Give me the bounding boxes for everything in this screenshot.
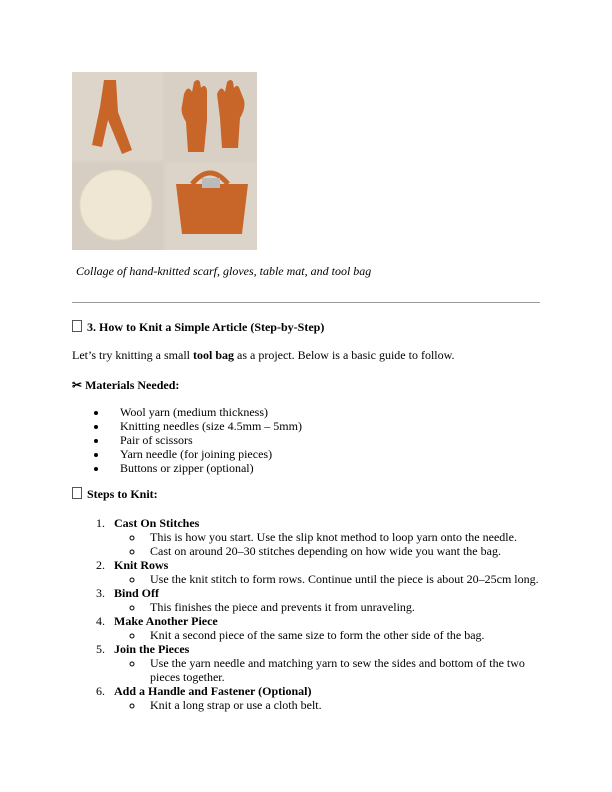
list-item: • Yarn needle (for joining pieces) [108,447,302,461]
scissors-icon: ✂ [72,378,83,392]
section-heading [72,320,324,335]
step-title: Bind Off [114,586,160,600]
step-title: Knit Rows [114,558,169,572]
section-heading-text: 3. How to Knit a Simple Article (Step-by-Step) [87,320,325,334]
intro-text-end: as a project. Below is a basic guide to follow. [234,348,455,362]
step-detail: ◦ This is how you start. Use the slip knot method to loop yarn onto the needle. [144,530,578,544]
list-item: • Knitting needles (size 4.5mm – 5mm) [108,419,302,433]
step-item [108,558,578,586]
step-title: Make Another Piece [114,614,218,628]
knitting-collage-image [72,72,257,250]
step-detail: ◦ Knit a second piece of the same size to form the other side of the bag. [144,628,578,642]
list-item: • Buttons or zipper (optional) [108,461,302,475]
intro-bold: tool bag [192,348,234,362]
divider [72,302,540,303]
intro-paragraph [72,348,455,363]
materials-list [72,405,302,475]
missing-glyph-icon [72,487,82,499]
step-detail: ◦ Use the knit stitch to form rows. Continue until the piece is about 20–25cm long. [144,572,578,586]
list-item: • Pair of scissors [108,433,302,447]
step-item [108,586,578,614]
step-item [108,684,578,712]
step-detail: ◦ Cast on around 20–30 stitches depending on how wide you want the bag. [144,544,578,558]
step-detail: ◦ Knit a long strap or use a cloth belt. [144,698,578,712]
step-detail: ◦ Use the yarn needle and matching yarn to sew the sides and bottom of the two pieces together. [144,656,538,684]
image-caption: Collage of hand-knitted scarf, gloves, table mat, and tool bag [76,264,372,278]
list-item: • Wool yarn (medium thickness) [108,405,302,419]
missing-glyph-icon [72,320,82,332]
steps-heading-text: Steps to Knit: [87,487,158,501]
step-title: Join the Pieces [114,642,190,656]
step-detail: ◦ This finishes the piece and prevents it from unraveling. [144,600,578,614]
intro-text: Let’s try knitting a small [72,348,193,362]
step-item [108,516,578,558]
step-item [108,614,578,642]
table-mat [80,170,152,240]
steps-list [72,516,578,712]
materials-heading [72,378,179,393]
steps-heading [72,487,158,502]
step-title: Cast On Stitches [114,516,200,530]
materials-heading-text: Materials Needed: [85,378,180,392]
step-item [108,642,578,684]
step-title: Add a Handle and Fastener (Optional) [114,684,312,698]
